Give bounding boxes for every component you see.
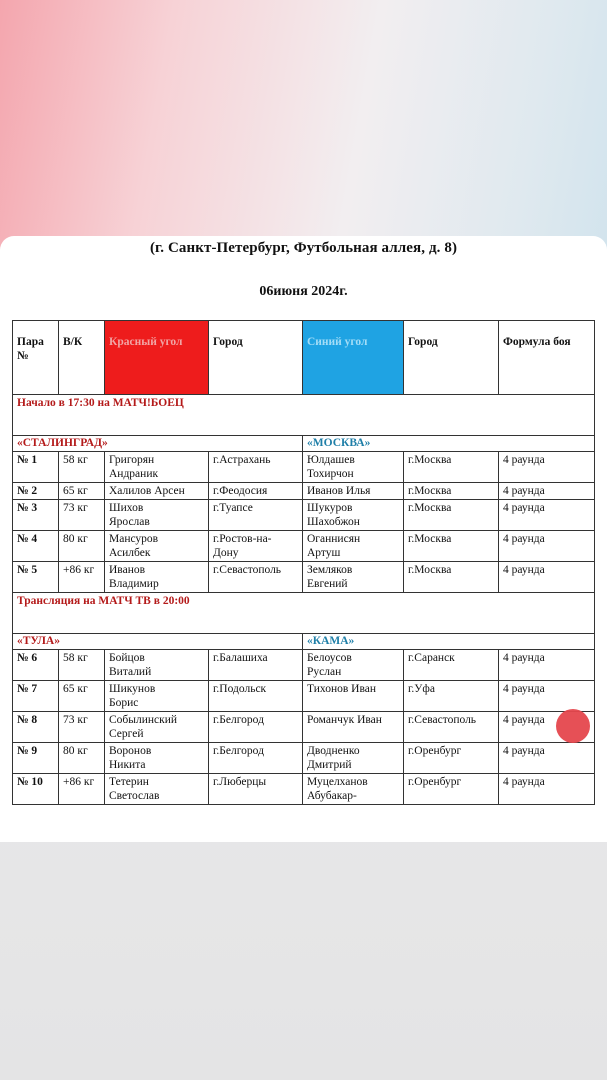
cell-line: г.Уфа (408, 683, 435, 695)
team-blue: «МОСКВА» (303, 436, 595, 452)
red-city (209, 452, 303, 483)
blue-city (404, 743, 499, 774)
team-red: «СТАЛИНГРАД» (13, 436, 303, 452)
team-row (13, 436, 595, 452)
blue-fighter (303, 774, 404, 805)
blue-city (404, 483, 499, 500)
cell-line: Никита (109, 759, 146, 771)
cell-line: Дмитрий (307, 759, 352, 771)
red-fighter (105, 562, 209, 593)
section-heading-row (13, 395, 595, 436)
weight-class: 73 кг (59, 500, 105, 531)
blue-city (404, 681, 499, 712)
bout-row (13, 531, 595, 562)
cell-line: Дону (213, 547, 239, 559)
blue-fighter (303, 452, 404, 483)
pair-number: № 7 (13, 681, 59, 712)
section-heading: Трансляция на МАТЧ ТВ в 20:00 (13, 593, 595, 634)
blue-city (404, 452, 499, 483)
pair-number: № 8 (13, 712, 59, 743)
blue-fighter (303, 531, 404, 562)
bout-format: 4 раунда (499, 774, 595, 805)
cell-line: Тетерин (109, 776, 149, 788)
header-blue-corner: Синий угол (303, 321, 404, 395)
cell-line: г.Астрахань (213, 454, 271, 466)
red-city (209, 500, 303, 531)
cell-line: Асилбек (109, 547, 151, 559)
cell-line: г.Саранск (408, 652, 455, 664)
pair-number: № 4 (13, 531, 59, 562)
bout-format: 4 раунда (499, 483, 595, 500)
pair-number: № 5 (13, 562, 59, 593)
red-city (209, 774, 303, 805)
venue-line: (г. Санкт-Петербург, Футбольная аллея, д. 8) (149, 240, 458, 256)
touch-marker (556, 709, 590, 743)
blue-fighter (303, 743, 404, 774)
bout-format: 4 раунда (499, 562, 595, 593)
red-fighter (105, 743, 209, 774)
bout-row (13, 562, 595, 593)
bout-row (13, 712, 595, 743)
cell-line: г.Туапсе (213, 502, 253, 514)
bout-row (13, 452, 595, 483)
weight-class: 58 кг (59, 650, 105, 681)
header-city-blue: Город (404, 321, 499, 395)
cell-line: Тохирчон (307, 468, 354, 480)
blue-city (404, 562, 499, 593)
cell-line: г.Подольск (213, 683, 267, 695)
cell-line: г.Москва (408, 533, 452, 545)
cell-line: Григорян (109, 454, 155, 466)
cell-line: Светослав (109, 790, 160, 802)
cell-line: г.Белгород (213, 714, 264, 726)
bout-row (13, 743, 595, 774)
cell-line: г.Оренбург (408, 745, 462, 757)
red-fighter (105, 531, 209, 562)
cell-line: Бойцов (109, 652, 145, 664)
cell-line: Ярослав (109, 516, 150, 528)
bout-format: 4 раунда (499, 650, 595, 681)
team-red: «ТУЛА» (13, 634, 303, 650)
pair-number: № 3 (13, 500, 59, 531)
cell-line: г.Оренбург (408, 776, 462, 788)
cell-line: Иванов Илья (307, 485, 371, 497)
bout-row (13, 650, 595, 681)
bout-format: 4 раунда (499, 452, 595, 483)
header-format: Формула боя (499, 321, 595, 395)
team-row (13, 634, 595, 650)
cell-line: Земляков (307, 564, 353, 576)
cell-line: Шикунов (109, 683, 156, 695)
red-city (209, 712, 303, 743)
cell-line: г.Ростов-на- (213, 533, 272, 545)
cell-line: Халилов Арсен (109, 485, 185, 497)
blue-fighter (303, 650, 404, 681)
header-pair: Пара № (13, 321, 59, 395)
red-fighter (105, 452, 209, 483)
cell-line: Дводненко (307, 745, 360, 757)
cell-line: Шахобжон (307, 516, 360, 528)
cell-line: г.Москва (408, 564, 452, 576)
bout-row (13, 681, 595, 712)
cell-line: Иванов (109, 564, 146, 576)
header-red-corner: Красный угол (105, 321, 209, 395)
cell-line: г.Феодосия (213, 485, 268, 497)
bout-row (13, 483, 595, 500)
cell-line: Романчук Иван (307, 714, 382, 726)
team-blue: «КАМА» (303, 634, 595, 650)
weight-class: +86 кг (59, 774, 105, 805)
cell-line: Тихонов Иван (307, 683, 377, 695)
pair-number: № 9 (13, 743, 59, 774)
header-city-red: Город (209, 321, 303, 395)
cell-line: Виталий (109, 666, 152, 678)
red-fighter (105, 500, 209, 531)
bout-format: 4 раунда (499, 500, 595, 531)
red-city (209, 650, 303, 681)
red-city (209, 483, 303, 500)
cell-line: Шукуров (307, 502, 353, 514)
red-city (209, 743, 303, 774)
blue-city (404, 712, 499, 743)
header-row (13, 321, 595, 395)
weight-class: +86 кг (59, 562, 105, 593)
section-heading-row (13, 593, 595, 634)
cell-line: г.Москва (408, 502, 452, 514)
blue-fighter (303, 500, 404, 531)
header-weight: В/К (59, 321, 105, 395)
cell-line: Оганнисян (307, 533, 361, 545)
pair-number: № 10 (13, 774, 59, 805)
red-city (209, 681, 303, 712)
bout-format: 4 раунда (499, 712, 595, 743)
red-fighter (105, 774, 209, 805)
red-fighter (105, 650, 209, 681)
bout-row (13, 774, 595, 805)
blue-city (404, 500, 499, 531)
bout-format: 4 раунда (499, 531, 595, 562)
weight-class: 65 кг (59, 681, 105, 712)
blue-fighter (303, 681, 404, 712)
section-heading: Начало в 17:30 на МАТЧ!БОЕЦ (13, 395, 595, 436)
weight-class: 58 кг (59, 452, 105, 483)
bout-table (12, 320, 595, 805)
bout-format: 4 раунда (499, 681, 595, 712)
cell-line: г.Москва (408, 454, 452, 466)
red-fighter (105, 712, 209, 743)
weight-class: 65 кг (59, 483, 105, 500)
cell-line: Мансуров (109, 533, 159, 545)
blue-city (404, 531, 499, 562)
cell-line: Абубакар- (307, 790, 357, 802)
red-fighter (105, 483, 209, 500)
cell-line: Сергей (109, 728, 144, 740)
bout-format: 4 раунда (499, 743, 595, 774)
cell-line: Артуш (307, 547, 341, 559)
blue-city (404, 774, 499, 805)
cell-line: г.Севастополь (213, 564, 282, 576)
cell-line: Владимир (109, 578, 159, 590)
cell-line: Шихов (109, 502, 144, 514)
bout-row (13, 500, 595, 531)
red-city (209, 531, 303, 562)
document-sheet (0, 236, 607, 842)
pair-number: № 2 (13, 483, 59, 500)
cell-line: Воронов (109, 745, 152, 757)
blue-fighter (303, 712, 404, 743)
blue-city (404, 650, 499, 681)
blue-fighter (303, 483, 404, 500)
blue-fighter (303, 562, 404, 593)
weight-class: 73 кг (59, 712, 105, 743)
cell-line: Юлдашев (307, 454, 355, 466)
red-fighter (105, 681, 209, 712)
cell-line: Андраник (109, 468, 159, 480)
cell-line: Руслан (307, 666, 342, 678)
weight-class: 80 кг (59, 743, 105, 774)
cell-line: Евгений (307, 578, 348, 590)
cell-line: Собылинский (109, 714, 178, 726)
cell-line: г.Севастополь (408, 714, 477, 726)
cell-line: Белоусов (307, 652, 352, 664)
cell-line: Муцелханов (307, 776, 368, 788)
event-date: 06июня 2024г. (259, 284, 348, 299)
cell-line: г.Белгород (213, 745, 264, 757)
pair-number: № 1 (13, 452, 59, 483)
cell-line: г.Люберцы (213, 776, 267, 788)
cell-line: г.Москва (408, 485, 452, 497)
weight-class: 80 кг (59, 531, 105, 562)
cell-line: Борис (109, 697, 139, 709)
pair-number: № 6 (13, 650, 59, 681)
cell-line: г.Балашиха (213, 652, 268, 664)
red-city (209, 562, 303, 593)
